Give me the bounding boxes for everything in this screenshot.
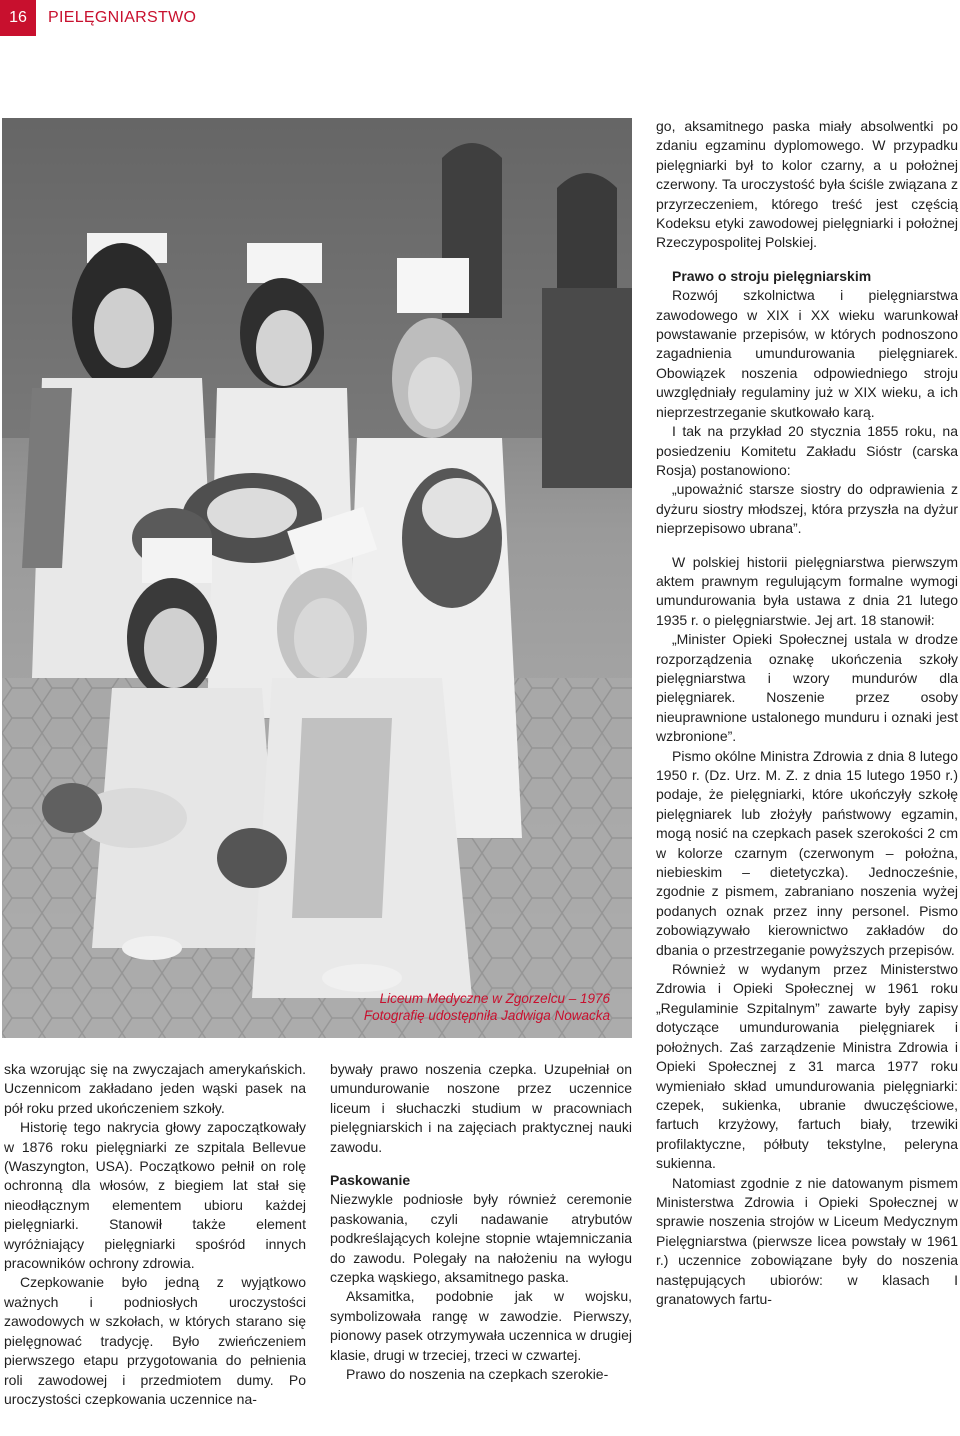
photo-icon	[2, 118, 632, 1038]
paragraph: Pismo okólne Ministra Zdrowia z dnia 8 lutego 1950 r. (Dz. Urz. M. Z. z dnia 15 lutego 1950 r.) podaje, że pielęgniarki, które ukończyły szkołę pielęgniarek lub złożyły państwowy egzamin, mogą nosić na czepkach pasek szerokości 2 cm w kolorze czarnym (czerwonym – położna, niebieskim – dietetyczka). Jednocześnie, zgodnie z pismem, zabraniano noszenia wyżej podanych oznak przez inny personel. Pismo zobowiązywało kierownictwo zakładów do dbania o przestrzeganie powyższych przepisów.	[656, 747, 958, 958]
spacer	[330, 1157, 632, 1171]
right-column	[656, 117, 958, 1309]
section-heading-paskowanie: Paskowanie	[330, 1172, 411, 1189]
paragraph: Rozwój szkolnictwa i pielęgniarstwa zawodowego w XIX i XX wieku warunkował powstawanie przepisów, w których podnoszono zagadnienia umundurowania pielęgniarek. Obowiązek noszenia odpowiedniego stroju uwzględniały regulaminy już w XIX wieku, a ich nieprzestrzeganie skutkowało karą.	[656, 287, 958, 420]
photo-caption	[150, 990, 610, 1024]
page-number: 16	[0, 0, 36, 36]
left-column	[4, 1060, 306, 1409]
paragraph: Prawo do noszenia na czepkach szerokie-	[346, 1366, 609, 1383]
paragraph: Historię tego nakrycia głowy zapoczątkowały w 1876 roku pielęgniarki ze szpitala Bellevue (Waszyngton, USA). Początkowo pełnił on rolę ochronną dla włosów, z biegiem lat stał się nieodłącznym elementem ubioru każdej pielęgniarki. Stanowił także element wyróżniający pielęgniarki spośród innych pracowników ochrony zdrowia.	[4, 1119, 306, 1272]
paragraph: Natomiast zgodnie z nie datowanym pismem Ministerstwa Zdrowia i Opieki Społecznej w sprawie noszenia strojów w Liceum Medycznym Pielęgniarstwa (pierwsze licea powstały w 1961 r.) uczennice zobowiązane były do noszenia następujących ubiorów: w klasach I granatowych fartu-	[656, 1174, 958, 1307]
middle-column	[330, 1060, 632, 1385]
spacer	[656, 539, 958, 553]
paragraph: Czepkowanie było jedną z wyjątkowo ważnych i podniosłych uroczystości zawodowych w szkołach, w których starano się pielęgnować tradycję. Było zwieńczeniem pierwszego etapu przygotowania do pełnienia roli zawodowej i przedmiotem dumy. Po uroczystości czepkowania uczennice na-	[4, 1274, 306, 1407]
quote: „Minister Opieki Społecznej ustala w drodze rozporządzenia oznakę ukończenia szkoły pielęgniarstwa i wzory mundurów dla pielęgniarek. Noszenie przez osoby nieuprawnione ustalonego munduru i oznaki jest wzbronione”.	[656, 631, 958, 745]
quote: „upoważnić starsze siostry do odprawienia z dyżuru siostry młodszej, która przyszła na dyżur nieprzepisowo ubrana”.	[656, 481, 958, 537]
caption-line-2: Fotografię udostępniła Jadwiga Nowacka	[363, 1008, 610, 1023]
paragraph: W polskiej historii pielęgniarstwa pierwszym aktem prawnym regulującym formalne wymogi umundurowania była ustawa z dnia 21 lutego 1935 r. o pielęgniarstwie. Jej art. 18 stanowił:	[656, 553, 958, 628]
section-title: PIELĘGNIARSTWO	[48, 9, 197, 26]
paragraph: Niezwykle podniosłe były również ceremonie paskowania, czyli nadawanie atrybutów podkreślających kolejne stopnie wtajemniczania do zawodu. Polegały na nałożeniu na wyłogu czepka wąskiego, aksamitnego paska.	[330, 1191, 632, 1286]
page-header	[0, 0, 960, 36]
paragraph: go, aksamitnego paska miały absolwentki po zdaniu egzaminu dyplomowego. W przypadku pielęgniarki był to kolor czarny, a u położnej czerwony. Ta uroczystość była ściśle związana z przyrzeczeniem, którego treść jest częścią Kodeksu etyki zawodowej pielęgniarki i położnej Rzeczypospolitej Polskiej.	[656, 118, 958, 251]
paragraph: bywały prawo noszenia czepka. Uzupełniał on umundurowanie noszone przez uczennice liceum i słuchaczki studium w pracowniach pielęgniarskich i na zajęciach praktycznej nauki zawodu.	[330, 1061, 632, 1155]
spacer	[656, 253, 958, 267]
paragraph: Również w wydanym przez Ministerstwo Zdrowia i Opieki Społecznej w 1961 roku „Regulaminie Szpitalnym” zawarte były zapisy dotyczące umundurowania pielęgniarek i położnych. Zaś zarządzenie Ministra Zdrowia i Opieki Społecznej z 31 marca 1977 roku wymieniało skład umundurowania pielęgniarki: czepek, sukienka, ubranie dwuczęściowe, fartuch krzyżowy, fartuch biały, trzewiki profilaktyczne, półbuty tekstylne, peleryna sukienna.	[656, 961, 958, 1172]
paragraph: Aksamitka, podobnie jak w wojsku, symbolizowała rangę w zawodzie. Pierwszy, pionowy pasek otrzymywała uczennica w drugiej klasie, drugi w trzeciej, trzeci w czwartej.	[330, 1288, 632, 1363]
section-heading-prawo: Prawo o stroju pielęgniarskim	[672, 267, 872, 284]
caption-line-1: Liceum Medyczne w Zgorzelcu – 1976	[379, 991, 610, 1006]
paragraph: I tak na przykład 20 stycznia 1855 roku, na posiedzeniu Komitetu Zakładu Sióstr (carska Rosja) postanowiono:	[656, 423, 958, 478]
paragraph: ska wzorując się na zwyczajach amerykańskich. Uczennicom zakładano jeden wąski pasek na pół roku przed ukończeniem szkoły.	[4, 1061, 306, 1116]
historical-photo	[2, 118, 632, 1038]
